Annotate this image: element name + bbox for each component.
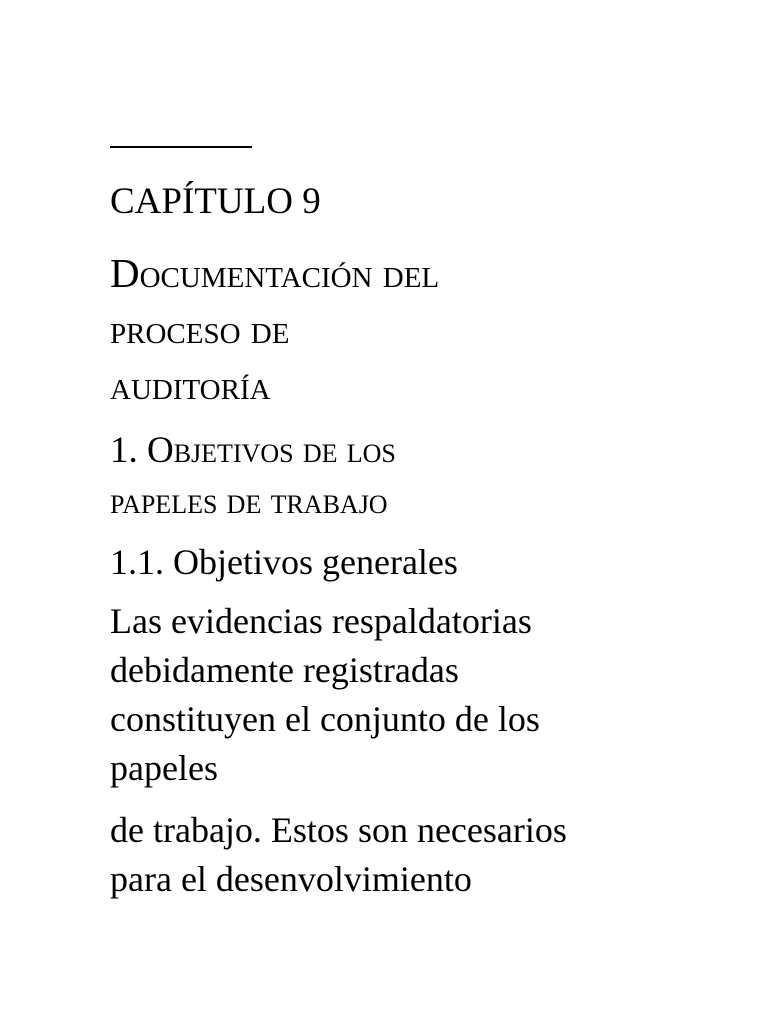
section-heading-line: papeles de trabajo <box>110 481 388 522</box>
subsection-heading: 1.1. Objetivos generales <box>110 542 458 582</box>
paragraph-line: para el desenvolvimiento <box>110 859 472 899</box>
chapter-label: CAPÍTULO 9 <box>110 181 321 222</box>
chapter-title-line: Documentación del <box>110 250 440 296</box>
body-paragraph <box>110 597 540 793</box>
paragraph-line: papeles <box>110 748 218 788</box>
paragraph-line: constituyen el conjunto de los <box>110 699 540 739</box>
chapter-title <box>110 245 439 413</box>
body-paragraph <box>110 806 567 904</box>
chapter-divider-rule <box>110 146 252 148</box>
section-heading-line: 1. Objetivos de los <box>110 430 396 471</box>
chapter-title-line: proceso de <box>110 306 290 352</box>
paragraph-line: Las evidencias respaldatorias <box>110 601 532 641</box>
paragraph-line: debidamente registradas <box>110 650 459 690</box>
paragraph-line: de trabajo. Estos son necesarios <box>110 810 567 850</box>
chapter-title-line: auditoría <box>110 362 271 408</box>
section-heading <box>110 425 396 527</box>
